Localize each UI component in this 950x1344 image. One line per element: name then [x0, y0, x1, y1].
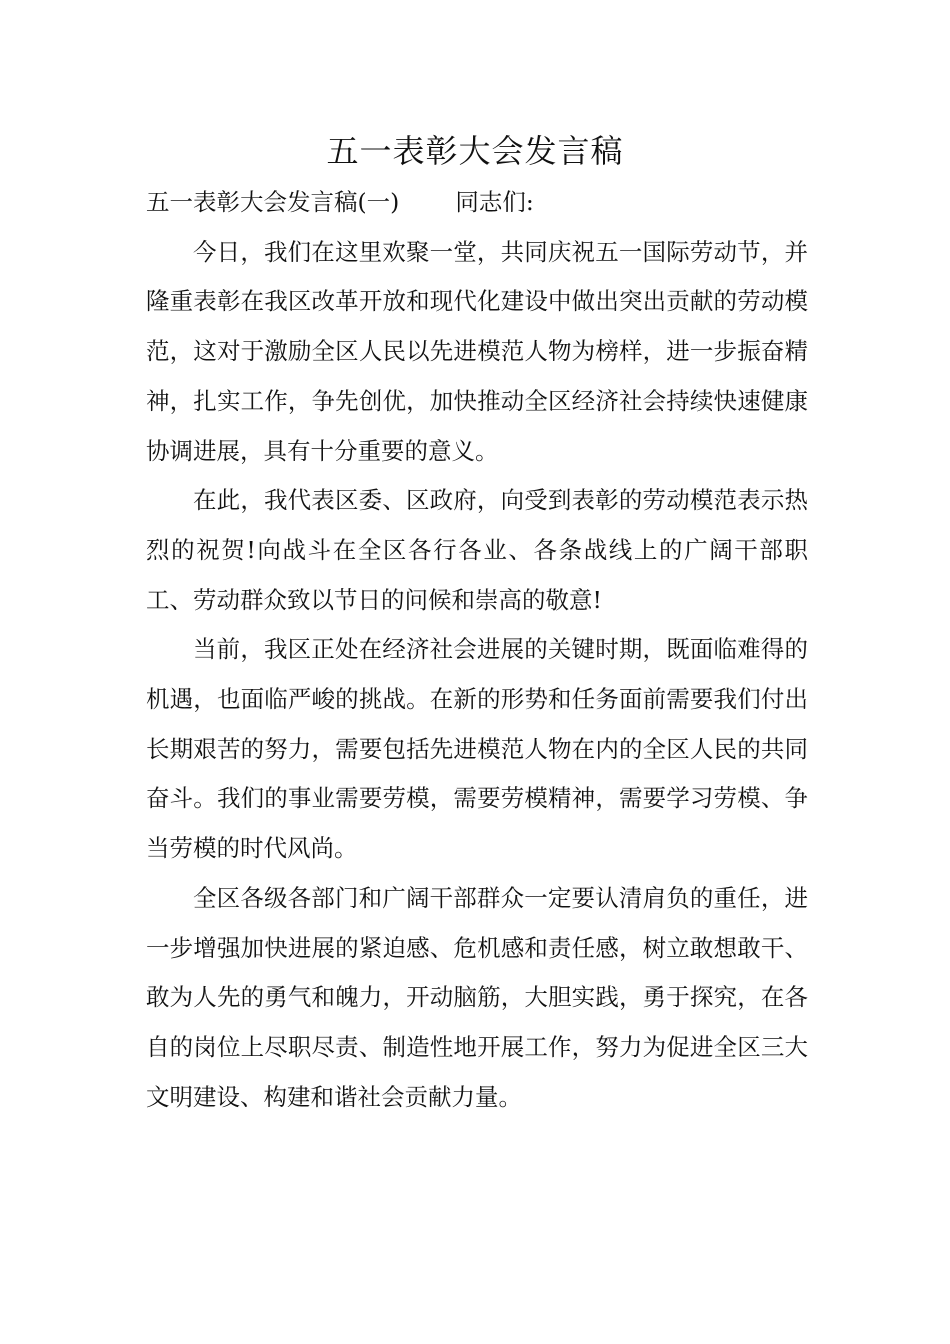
document-subtitle: 五一表彰大会发言稿(一): [146, 188, 400, 216]
paragraph-4: 全区各级各部门和广阔干部群众一定要认清肩负的重任，进一步增强加快进展的紧迫感、危机感和责任感，树立敢想敢干、敢为人先的勇气和魄力，开动脑筋，大胆实践，勇于探究，在各自的岗位上尽职尽责、制造性地开展工作，努力为促进全区三大文明建设、构建和谐社会贡献力量。: [146, 883, 808, 1111]
document-title: 五一表彰大会发言稿: [326, 132, 624, 170]
paragraph-1: 今日，我们在这里欢聚一堂，共同庆祝五一国际劳动节，并隆重表彰在我区改革开放和现代化建设中做出突出贡献的劳动模范，这对于激励全区人民以先进模范人物为榜样，进一步振奋精神，扎实工作，争先创优，加快推动全区经济社会持续快速健康协调进展，具有十分重要的意义。: [146, 237, 808, 465]
document-body: [146, 178, 808, 1122]
paragraph-3: 当前，我区正处在经济社会进展的关键时期，既面临难得的机遇，也面临严峻的挑战。在新的形势和任务面前需要我们付出长期艰苦的努力，需要包括先进模范人物在内的全区人民的共同奋斗。我们的事业需要劳模，需要劳模精神，需要学习劳模、争当劳模的时代风尚。: [146, 635, 808, 863]
subtitle-line: [146, 178, 808, 228]
salutation: 同志们:: [455, 188, 534, 216]
paragraph-2: 在此，我代表区委、区政府，向受到表彰的劳动模范表示热烈的祝贺!向战斗在全区各行各业、各条战线上的广阔干部职工、劳动群众致以节日的问候和崇高的敬意!: [146, 486, 808, 614]
